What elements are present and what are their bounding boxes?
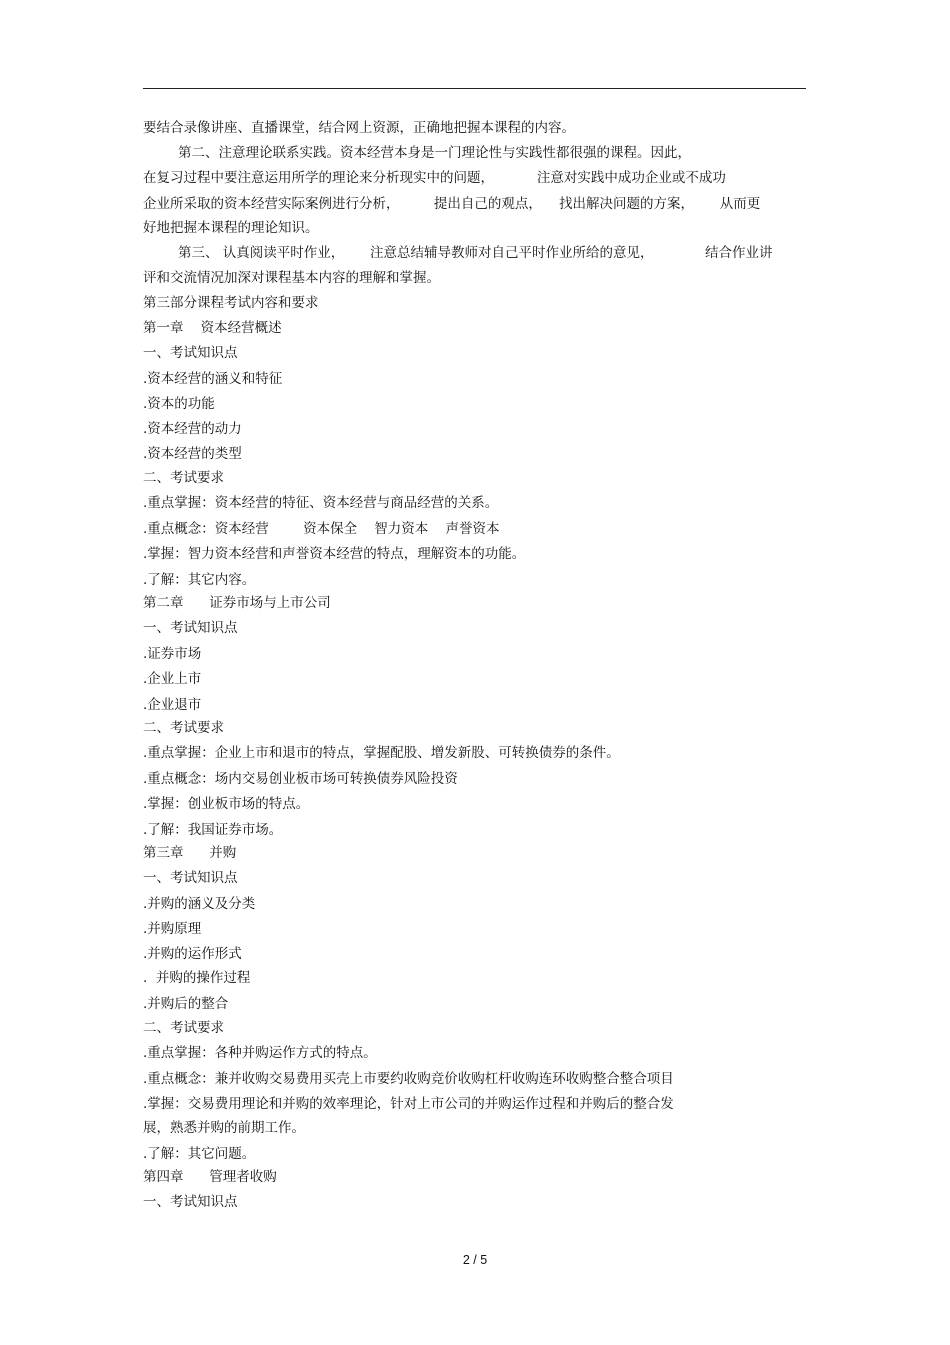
list-item: .重点掌握：资本经营的特征、资本经营与商品经营的关系。 — [143, 495, 499, 511]
list-item: .证券市场 — [143, 646, 202, 662]
text-line: 要结合录像讲座、直播课堂，结合网上资源，正确地把握本课程的内容。 — [143, 120, 575, 136]
chapter-heading: 第三章 并购 — [143, 845, 237, 861]
list-item: .资本经营的类型 — [143, 446, 242, 462]
list-item: .重点概念：场内交易创业板市场可转换债券风险投资 — [143, 771, 458, 787]
subheading: 二、考试要求 — [143, 470, 224, 486]
list-item: . 并购的操作过程 — [143, 970, 251, 986]
subheading: 一、考试知识点 — [143, 870, 238, 886]
text-line: 在复习过程中要注意运用所学的理论来分析现实中的问题， 注意对实践中成功企业或不成功 — [143, 170, 726, 186]
list-item: .掌握：交易费用理论和并购的效率理论，针对上市公司的并购运作过程和并购后的整合发 — [143, 1096, 674, 1112]
subheading: 一、考试知识点 — [143, 1194, 238, 1210]
text-line: 好地把握本课程的理论知识。 — [143, 220, 319, 236]
subheading: 一、考试知识点 — [143, 345, 238, 361]
list-item: .资本的功能 — [143, 396, 215, 412]
page-number: 2 / 5 — [462, 1253, 488, 1267]
list-item: .重点掌握：各种并购运作方式的特点。 — [143, 1045, 377, 1061]
header-rule — [143, 88, 806, 89]
list-item: .并购后的整合 — [143, 996, 229, 1012]
chapter-heading: 第一章 资本经营概述 — [143, 320, 282, 336]
text-line: 评和交流情况加深对课程基本内容的理解和掌握。 — [143, 270, 440, 286]
list-item: .重点概念：兼并收购交易费用买壳上市要约收购竞价收购杠杆收购连环收购整合整合项目 — [143, 1071, 674, 1087]
text-line: 企业所采取的资本经营实际案例进行分析， 提出自己的观点， 找出解决问题的方案， 从而更 — [143, 196, 761, 212]
list-item: .了解：我国证券市场。 — [143, 822, 283, 838]
list-item: .重点概念：资本经营 资本保全 智力资本 声誉资本 — [143, 521, 500, 537]
list-item: .重点掌握：企业上市和退市的特点，掌握配股、增发新股、可转换债券的条件。 — [143, 745, 620, 761]
chapter-heading: 第四章 管理者收购 — [143, 1169, 277, 1185]
list-item: .资本经营的动力 — [143, 421, 242, 437]
text-line: 展，熟悉并购的前期工作。 — [143, 1120, 305, 1136]
list-item: .企业退市 — [143, 697, 202, 713]
list-item: .掌握：智力资本经营和声誉资本经营的特点，理解资本的功能。 — [143, 546, 526, 562]
text-line: 第二、注意理论联系实践。资本经营本身是一门理论性与实践性都很强的课程。因此， — [178, 145, 691, 161]
list-item: .了解：其它问题。 — [143, 1146, 256, 1162]
list-item: .资本经营的涵义和特征 — [143, 371, 283, 387]
subheading: 一、考试知识点 — [143, 620, 238, 636]
subheading: 二、考试要求 — [143, 720, 224, 736]
subheading: 二、考试要求 — [143, 1020, 224, 1036]
text-line: 第三、 认真阅读平时作业， 注意总结辅导教师对自己平时作业所给的意见， 结合作业讲 — [178, 245, 773, 261]
list-item: .并购的运作形式 — [143, 946, 242, 962]
list-item: .了解：其它内容。 — [143, 572, 256, 588]
chapter-heading: 第二章 证券市场与上市公司 — [143, 595, 331, 611]
list-item: .企业上市 — [143, 671, 202, 687]
list-item: .掌握：创业板市场的特点。 — [143, 796, 310, 812]
section-heading: 第三部分课程考试内容和要求 — [143, 295, 319, 311]
list-item: .并购的涵义及分类 — [143, 896, 256, 912]
list-item: .并购原理 — [143, 921, 202, 937]
